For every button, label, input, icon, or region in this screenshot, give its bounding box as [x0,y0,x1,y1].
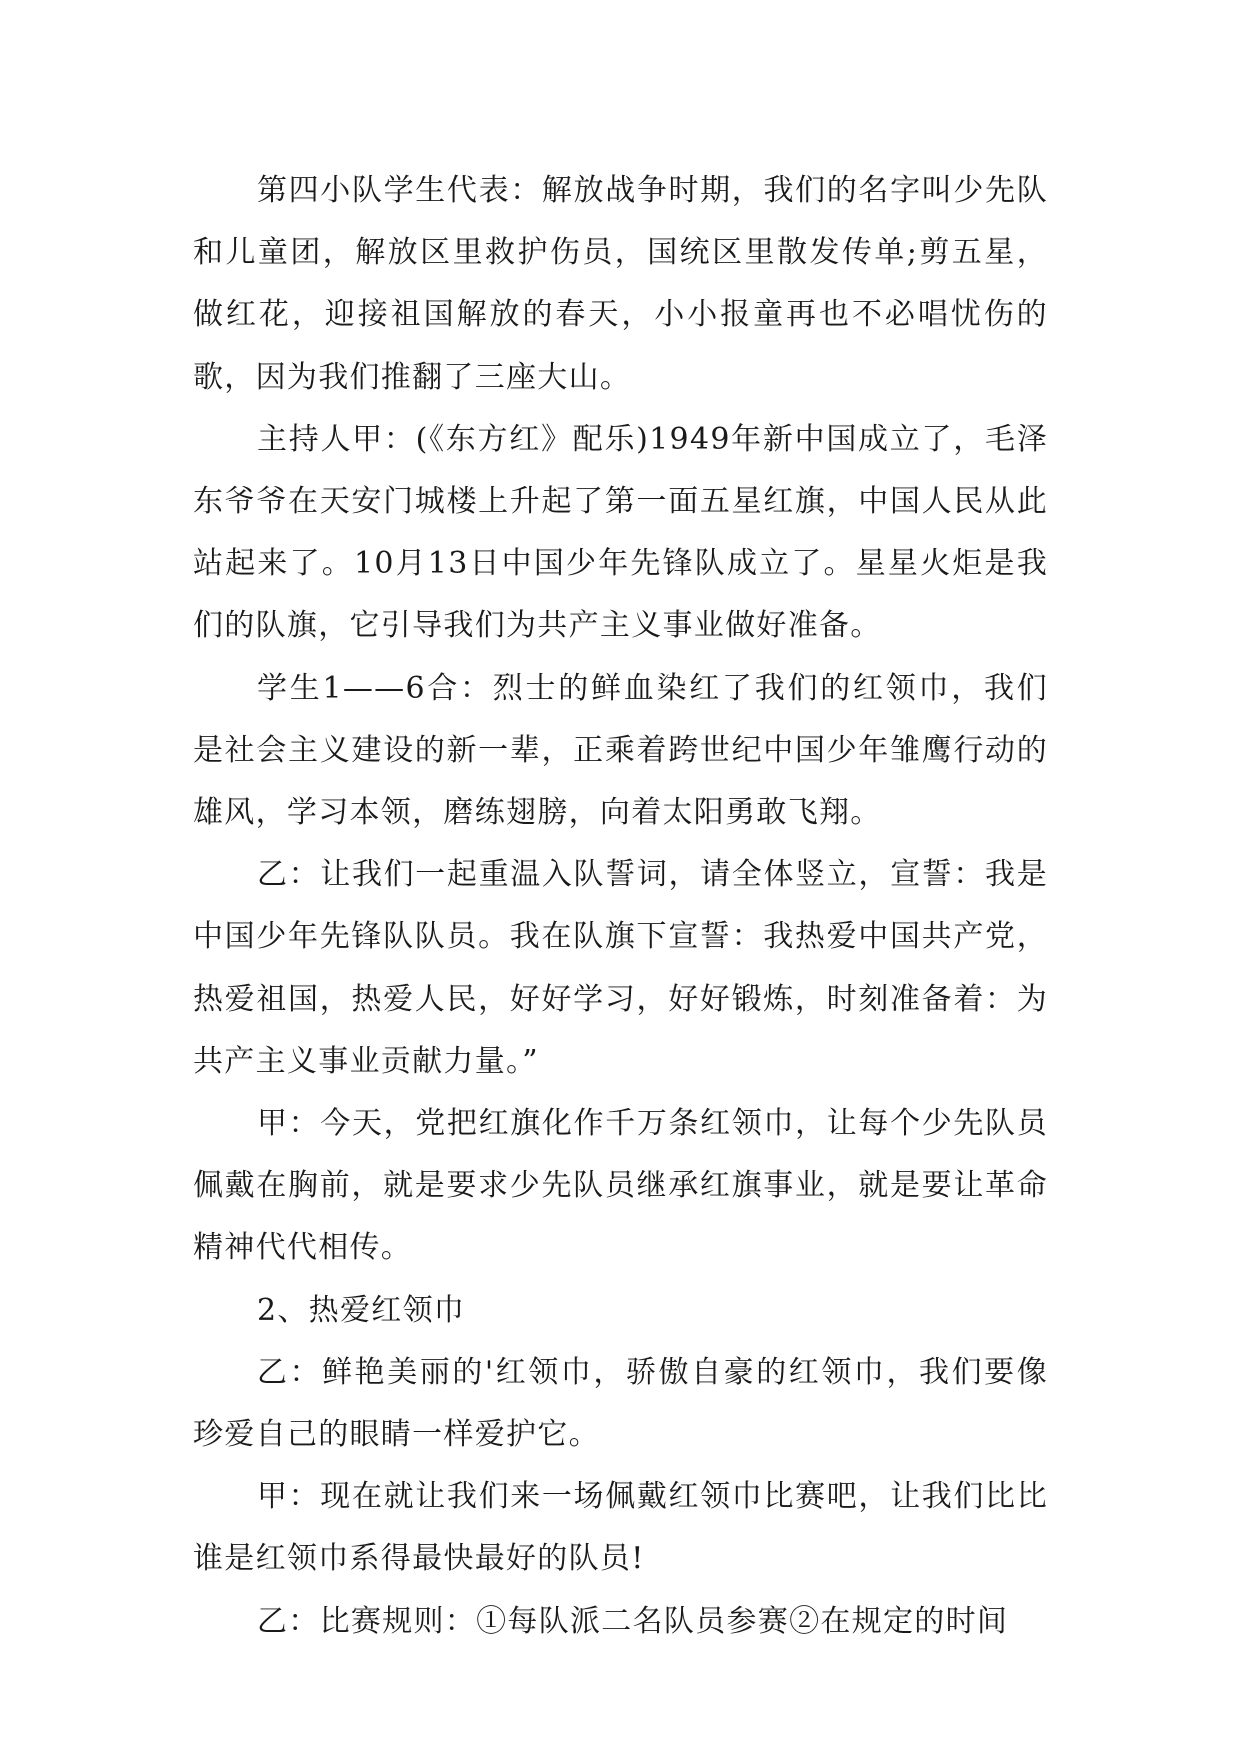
paragraph-student-rep-4: 第四小队学生代表：解放战争时期，我们的名字叫少先队和儿童团，解放区里救护伤员，国统区里散发传单;剪五星，做红花，迎接祖国解放的春天，小小报童再也不必唱忧伤的歌，因为我们推翻了三座大山。 [193,173,1048,395]
paragraph-jia-today: 甲：今天，党把红旗化作千万条红领巾，让每个少先队员佩戴在胸前，就是要求少先队员继承红旗事业，就是要让革命精神代代相传。 [193,1106,1048,1266]
paragraph-students-1-6: 学生1——6合：烈士的鲜血染红了我们的红领巾，我们是社会主义建设的新一辈，正乘着跨世纪中国少年雏鹰行动的雄风，学习本领，磨练翅膀，向着太阳勇敢飞翔。 [193,670,1048,831]
paragraph-yi-oath: 乙：让我们一起重温入队誓词，请全体竖立，宣誓：我是中国少年先锋队队员。我在队旗下宣誓：我热爱中国共产党，热爱祖国，热爱人民，好好学习，好好锻炼，时刻准备着：为共产主义事业贡献力量。” [193,857,1048,1079]
section-heading-love-red-scarf: 2、热爱红领巾 [257,1292,466,1328]
document-body [193,160,1048,1653]
paragraph-host-jia-1949: 主持人甲：(《东方红》配乐)1949年新中国成立了，毛泽东爷爷在天安门城楼上升起了第一面五星红旗，中国人民从此站起来了。10月13日中国少年先锋队成立了。星星火炬是我们的队旗，它引导我们为共产主义事业做好准备。 [193,421,1048,644]
paragraph-yi-rules: 乙：比赛规则：①每队派二名队员参赛②在规定的时间 [257,1603,1009,1639]
paragraph-jia-contest: 甲：现在就让我们来一场佩戴红领巾比赛吧，让我们比比谁是红领巾系得最快最好的队员! [193,1479,1048,1577]
paragraph-yi-red-scarf: 乙：鲜艳美丽的'红领巾，骄傲自豪的红领巾，我们要像珍爱自己的眼睛一样爱护它。 [193,1354,1048,1453]
